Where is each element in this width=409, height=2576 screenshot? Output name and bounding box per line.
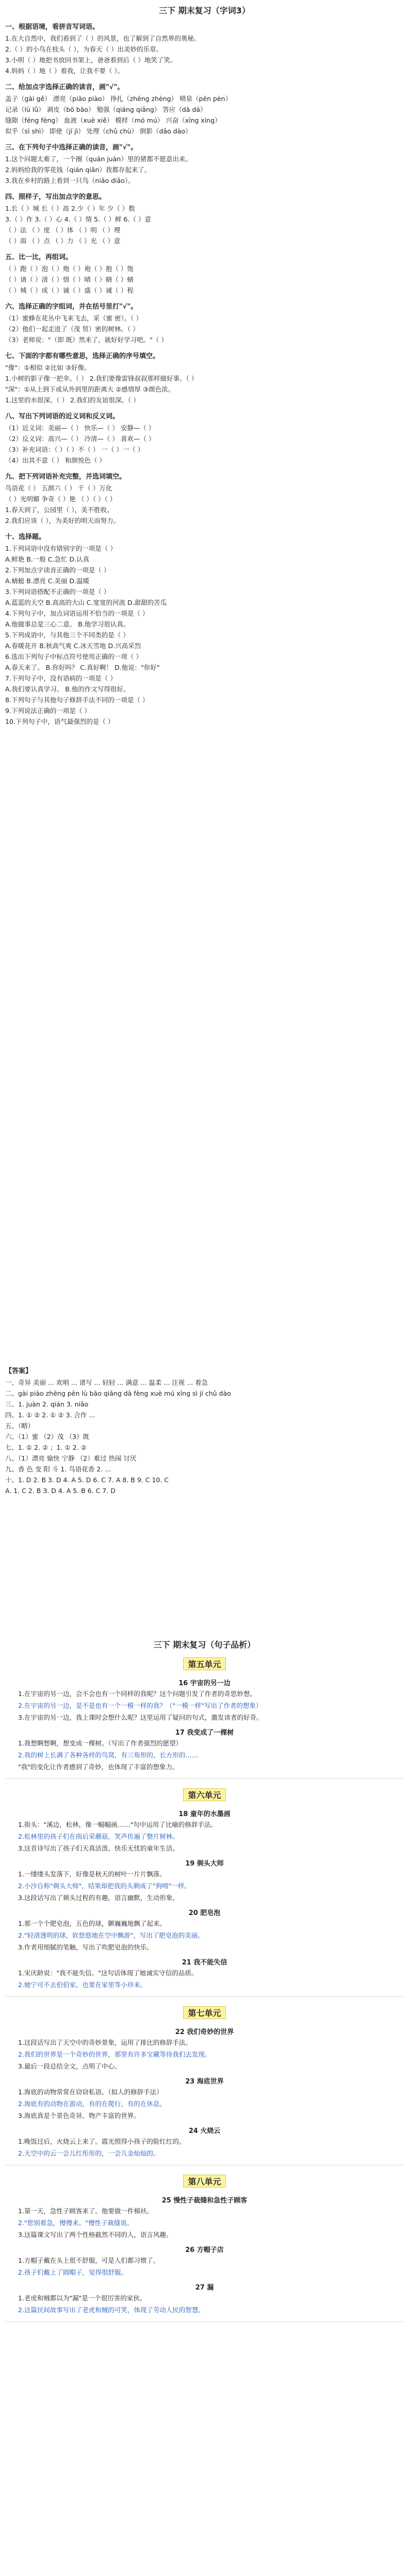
section-heading: 八、写出下列词语的近义词和反义词。 [5, 413, 120, 420]
lesson-title: 23 海底世界 [185, 2078, 224, 2086]
answer-line: 十、1. D 2. B 3. D 4. A 5. D 6. C 7. A 8. B 9. C 10. C [5, 1476, 169, 1484]
unit-divider [5, 2321, 404, 2322]
part1-title: 三下 期末复习（字词3） [159, 6, 250, 15]
question-line: 1.这里的水很深。（ ） 2.我们的友谊很深。（ ） [5, 396, 140, 404]
question-line: 盖子（gài gě） 漂亮（piāo piào） 挣扎（zhēng zhèng） 喷泉（pēn pèn） [5, 95, 232, 103]
question-line: （ ）城（ ）成（ ）诚（ ）盛（ ）诚（ ）程 [5, 286, 134, 294]
unit-divider [5, 1996, 404, 1997]
question-line: 6.选出下列句子中标点符号使用正确的一项（ ） [5, 653, 142, 660]
answer-line: 九、香 色 变 阳 斗 1. 鸟语花香 2. ... [5, 1465, 111, 1473]
question-line: 8.下列句子与其他句子修辞手法不同的一项是（ ） [5, 696, 149, 704]
answer-line: 一、奇异 美丽 ... 欢唱 ... 谱写 ... 轻轻 ... 满意 ... 温柔 ... 注视 ... 着急 [5, 1379, 208, 1386]
question-line: （2）他们一起走进了（茂 贸）密的树林。（ ） [5, 325, 139, 333]
question-line: 1.长（ ）城 长（ ）高 2.少（ ）年 少（ ）数 [5, 205, 135, 212]
lesson-paragraph: 1.一缕缕头发落下，好像是秋天的树叶一片片飘落。 [18, 1870, 166, 1878]
question-line: 1.下列词语中没有错别字的一项是（ ） [5, 545, 117, 552]
lesson-paragraph: 2."轻清透明的球，软悠悠地在空中飘游"，写出了肥皂泡的美丽。 [18, 1931, 204, 1939]
lesson-title: 21 我不能失信 [182, 1959, 227, 1967]
section-heading: 四、照样子，写出加点字的意思。 [5, 193, 106, 201]
question-line: 3.下列词语搭配不正确的一项是（ ） [5, 588, 110, 596]
question-line: A.蓝蓝的天空 B.高高的大山 C.宽宽的河流 D.甜甜的苦瓜 [5, 599, 167, 606]
answer-line: 三、1. juàn 2. qián 3. niǎo [5, 1400, 89, 1408]
question-line: A.我们要认真学习。 B.他的作文写得很好。 [5, 685, 130, 693]
question-line: 10.下列句子中，语气最强烈的是（ ） [5, 718, 114, 725]
part2-units [5, 1654, 404, 2322]
lesson-paragraph: 3.这篇课文写出了两个性格截然不同的人，语言风趣。 [18, 2231, 173, 2239]
section-heading: 九、把下列词语补充完整，并选词填空。 [5, 473, 126, 481]
answer-line: 二、gài piào zhēng pēn lù bāo qiǎng dā fèng xuè mú xīng sì jí chǔ dào [5, 1389, 231, 1397]
lesson-paragraph: 1.老虎和贼都以为"漏"是一个很厉害的家伙。 [18, 2294, 146, 2302]
answers-block [5, 1360, 404, 1496]
question-line: 2.我们应该（ ），为美好的明天而努力。 [5, 517, 120, 524]
worksheet-part2 [5, 1638, 404, 2328]
lesson-paragraph: 1.方帽子戴在头上很不舒服，可是人们都习惯了。 [18, 2257, 160, 2264]
unit-tag: 第六单元 [183, 1788, 225, 1801]
section-heading: 二、给加点字选择正确的读音，画"√"。 [5, 83, 124, 91]
lesson-paragraph: 2.海底有的动物在游动，有的在爬行，有的在休息。 [18, 2100, 166, 2108]
lesson-paragraph: 1.我想啊想啊，想变成一棵树。（写出了作者强烈的愿望） [18, 1739, 183, 1747]
unit-divider [5, 1778, 404, 1779]
lesson-paragraph: 2.松林里的孩子们在雨后采蘑菇，笑声传遍了整片树林。 [18, 1833, 179, 1840]
lesson-title: 20 肥皂泡 [188, 1909, 221, 1917]
answer-line: 七、1. ① 2. ② ；1. ① 2. ② [5, 1444, 87, 1451]
question-line: "像"：①相似 ②比如 ③好像。 [5, 364, 91, 371]
lesson-paragraph: 2.我的树上长满了各种各样的鸟窝，有三角形的，长方形的…… [18, 1751, 199, 1759]
lesson-title: 27 漏 [195, 2284, 214, 2292]
lesson-paragraph: 3.在宇宙的另一边，我上课时会想什么呢？这里运用了疑问的句式，激发读者的好奇。 [18, 1714, 263, 1721]
question-line: （1）近义词：美丽—（ ） 快乐—（ ） 安静—（ ） [5, 424, 155, 432]
question-line: "深"：①从上到下或从外到里的距离大 ②感情厚 ③颜色浓。 [5, 385, 175, 393]
lesson-paragraph: 1.晚饭过后，火烧云上来了。霞光照得小孩子的脸红红的。 [18, 2138, 186, 2145]
lesson-paragraph: 1.那一个个肥皂泡，五色的球，颤巍巍地飘了起来。 [18, 1920, 166, 1927]
lesson-title: 26 方帽子店 [185, 2246, 224, 2254]
section-heading: 十、选择题。 [5, 533, 46, 541]
unit-block [5, 2172, 404, 2191]
question-line: （ ）法 （ ）度 （ ）体 （ ）明 （ ）理 [5, 226, 121, 234]
answers-lines [5, 1377, 404, 1496]
answer-line: 八、（1）漂亮 愉快 宁静 （2）难过 热闹 讨厌 [5, 1454, 137, 1462]
section-heading: 三、在下列句子中选择正确的读音，画"√"。 [5, 144, 138, 151]
lesson-paragraph: 1.这段话写出了天空中的奇妙景象，运用了排比的修辞手法。 [18, 2039, 192, 2046]
question-line: 4.下列句子中，加点词语运用不恰当的一项是（ ） [5, 609, 149, 617]
question-line: 3.我在乡村的路上看到一只鸟（niǎo diǎo）。 [5, 177, 135, 184]
question-line: 1.这个问题太难了，一个圈（quān juàn）里的猪都不愿意出来。 [5, 155, 192, 163]
question-line: 鸟语花（ ） 五颜六（ ） 千（ ）万化 [5, 484, 112, 492]
question-line: （ ）光明媚 争奇（ ）艳 （ ）（ ）（ ） [5, 495, 117, 503]
question-line: （ ）面 （ ）点 （ ）力 （ ）光 （ ）意 [5, 237, 121, 245]
lesson-paragraph: 3.最后一段总结全文，点明了中心。 [18, 2062, 121, 2070]
question-line: 3.（ ）作 3.（ ）心 4.（ ）情 5.（ ）鲜 6.（ ）意 [5, 215, 151, 223]
question-line: A.鲜艳 B.一般 C.急忙 D.认真 [5, 555, 90, 563]
question-line: 2.（ ）的小鸟在枝头（ ），为春天（ ）出美妙的乐章。 [5, 45, 163, 53]
question-line: （2）反义词：高兴—（ ） 冷清—（ ） 喜欢—（ ） [5, 435, 155, 443]
lesson-paragraph: 2.孩子们戴上了圆帽子，觉得很舒服。 [18, 2268, 127, 2276]
question-line: 2.妈妈给我的零花钱（qián qiǎn）我都存起来了。 [5, 166, 151, 174]
lesson-paragraph: 3.海底真是个景色奇异、物产丰富的世界。 [18, 2112, 140, 2120]
question-line: A.春天来了。 B.你好吗？ C.真好啊！ D.他说："你好" [5, 664, 160, 671]
lesson-paragraph: 1.宋庆龄说："我不能失信。"这句话体现了她诚实守信的品质。 [18, 1969, 198, 1977]
answer-line: 五、（略） [5, 1422, 35, 1430]
unit-tag: 第五单元 [183, 1657, 225, 1670]
question-line: 似乎（sì shì） 即使（jí jì） 处理（chǔ chù） 倒影（dǎo dào） [5, 127, 192, 135]
part2-title: 三下 期末复习（句子品析） [153, 1640, 256, 1650]
lesson-paragraph: "我"的变化让作者感到了奇妙，也体现了丰富的想象力。 [18, 1763, 179, 1771]
section-heading: 五、比一比，再组词。 [5, 253, 73, 261]
lesson-title: 19 剃头大师 [185, 1860, 224, 1868]
lesson-paragraph: 1.在宇宙的另一边，会不会也有一个同样的我呢？这个问题引发了作者的奇思妙想。 [18, 1690, 256, 1698]
unit-block [5, 2003, 404, 2022]
lesson-paragraph: 1.海底的动物常常在窃窃私语。（拟人的修辞手法） [18, 2088, 163, 2096]
lesson-title: 16 宇宙的另一边 [178, 1680, 231, 1687]
lesson-title: 24 火烧云 [188, 2127, 221, 2135]
lesson-paragraph: 1.第一天，急性子顾客来了。他要做一件棉袄。 [18, 2207, 153, 2215]
lesson-paragraph: 1.街头："溪边，松林，像一幅幅画……"句中运用了比喻的修辞手法。 [18, 1821, 217, 1828]
question-line: 缝隙（féng fèng） 血液（xuè xiě） 模样（mó mú） 兴奋（xīng xìng） [5, 116, 221, 124]
question-line: （4）出其不意（ ） 和颜悦色（ ） [5, 456, 106, 464]
lesson-paragraph: 2.她宁可不去伯伯家，也要在家里等小珍来。 [18, 1981, 147, 1989]
question-line: 5.下列成语中，与其他三个不同类的是（ ） [5, 631, 129, 639]
question-line: 记录（lù lǜ） 剥皮（bō bāo） 勉强（qiáng qiǎng） 答应（dā dá） [5, 106, 207, 113]
question-line: 1.小树的影子像一把伞。（ ） 2.我们要像雷锋叔叔那样做好事。（ ） [5, 375, 198, 382]
question-line: 9.下列说法正确的一项是（ ） [5, 707, 91, 715]
unit-tag: 第八单元 [183, 2175, 225, 2188]
lesson-paragraph: 3.作者用细腻的笔触，写出了吹肥皂泡的快乐。 [18, 1943, 153, 1951]
lesson-paragraph: 3.这段话写出了剃头过程的有趣，语言幽默，生动形象。 [18, 1894, 179, 1902]
question-line: 4.妈妈（ ）地（ ）着我，让我不要（ ）。 [5, 67, 124, 75]
section-heading: 六、选择正确的字组词，并在括号里打"√"。 [5, 303, 138, 311]
lesson-title: 25 慢性子裁缝和急性子顾客 [161, 2197, 248, 2205]
question-line: （1）蜜蜂在花丛中飞来飞去，采（蜜 密）。（ ） [5, 314, 142, 322]
question-line: 3.小明（ ）地把书放回书架上，爸爸看到后（ ）地笑了笑。 [5, 56, 177, 64]
lesson-title: 17 我变成了一棵树 [175, 1729, 234, 1737]
question-line: A.春暖花开 B.秋高气爽 C.冰天雪地 D.兴高采烈 [5, 642, 141, 650]
lesson-paragraph: 2.天空中的云一会儿红彤彤的，一会儿金灿灿的。 [18, 2149, 160, 2157]
question-line: （ ）请（ ）清（ ）情（ ）晴（ ）睛（ ）蜻 [5, 276, 134, 283]
question-line: A.他做事总是三心二意。 B.他学习很认真。 [5, 620, 130, 628]
lesson-title: 22 我们奇妙的世界 [175, 2028, 234, 2036]
lesson-paragraph: 2."您别着急，慢慢来。"慢性子裁缝说。 [18, 2219, 134, 2227]
lesson-paragraph: 3.这首诗写出了孩子们天真活泼、快乐无忧的童年生活。 [18, 1844, 179, 1852]
question-line: （3）老师说："（即 既）然来了，就好好学习吧。"（ ） [5, 336, 168, 344]
lesson-paragraph: 2.这篇民间故事写出了老虎和贼的可笑，体现了劳动人民的智慧。 [18, 2306, 205, 2314]
answers-heading: 【答案】 [5, 1367, 32, 1375]
question-line: 7.下列句子中，没有语病的一项是（ ） [5, 674, 117, 682]
part1-sections [5, 21, 404, 727]
lesson-paragraph: 2.我们的世界是一个奇妙的世界，那里有许多宝藏等待我们去发现。 [18, 2050, 211, 2058]
answer-line: 六、（1）蜜 （2）茂 （3）既 [5, 1433, 90, 1440]
section-heading: 一、根据语境，看拼音写词语。 [5, 23, 100, 31]
question-line: 1.春天到了，公园里（ ），美不胜收。 [5, 506, 113, 514]
answer-line: 四、1. ① ② 2. ① ② 3. 合作 ... [5, 1411, 95, 1419]
worksheet-part1 [5, 4, 404, 727]
answer-line: A. 1. C 2. B 3. D 4. A 5. B 6. C 7. D [5, 1487, 116, 1495]
question-line: 1.在大自然中，我们看到了（ ）的风景，也了解到了自然界的奥秘。 [5, 35, 201, 42]
unit-block [5, 1785, 404, 1804]
question-line: （ ）跑（ ）泡（ ）炮（ ）袍（ ）抱（ ）饱 [5, 265, 134, 273]
unit-block [5, 1654, 404, 1673]
lesson-title: 18 童年的水墨画 [178, 1810, 231, 1818]
question-line: （3）补充词语：（ ）（ ）不（ ） 一（ ）一（ ） [5, 446, 144, 453]
section-heading: 七、下面的字都有哪些意思，选择正确的序号填空。 [5, 352, 160, 360]
lesson-paragraph: 2.在宇宙的另一边，是不是也有一个一模一样的我？（"一模一样"写出了作者的想象） [18, 1702, 263, 1709]
question-line: 2.下列加点字读音正确的一项是（ ） [5, 566, 110, 574]
unit-tag: 第七单元 [183, 2006, 225, 2019]
question-line: A.蜻蜓 B.漂亮 C.美丽 D.温暖 [5, 577, 90, 585]
lesson-paragraph: 2.小沙自称"剃头大师"，结果却把我的头剃成了"狗啃"一样。 [18, 1882, 191, 1890]
